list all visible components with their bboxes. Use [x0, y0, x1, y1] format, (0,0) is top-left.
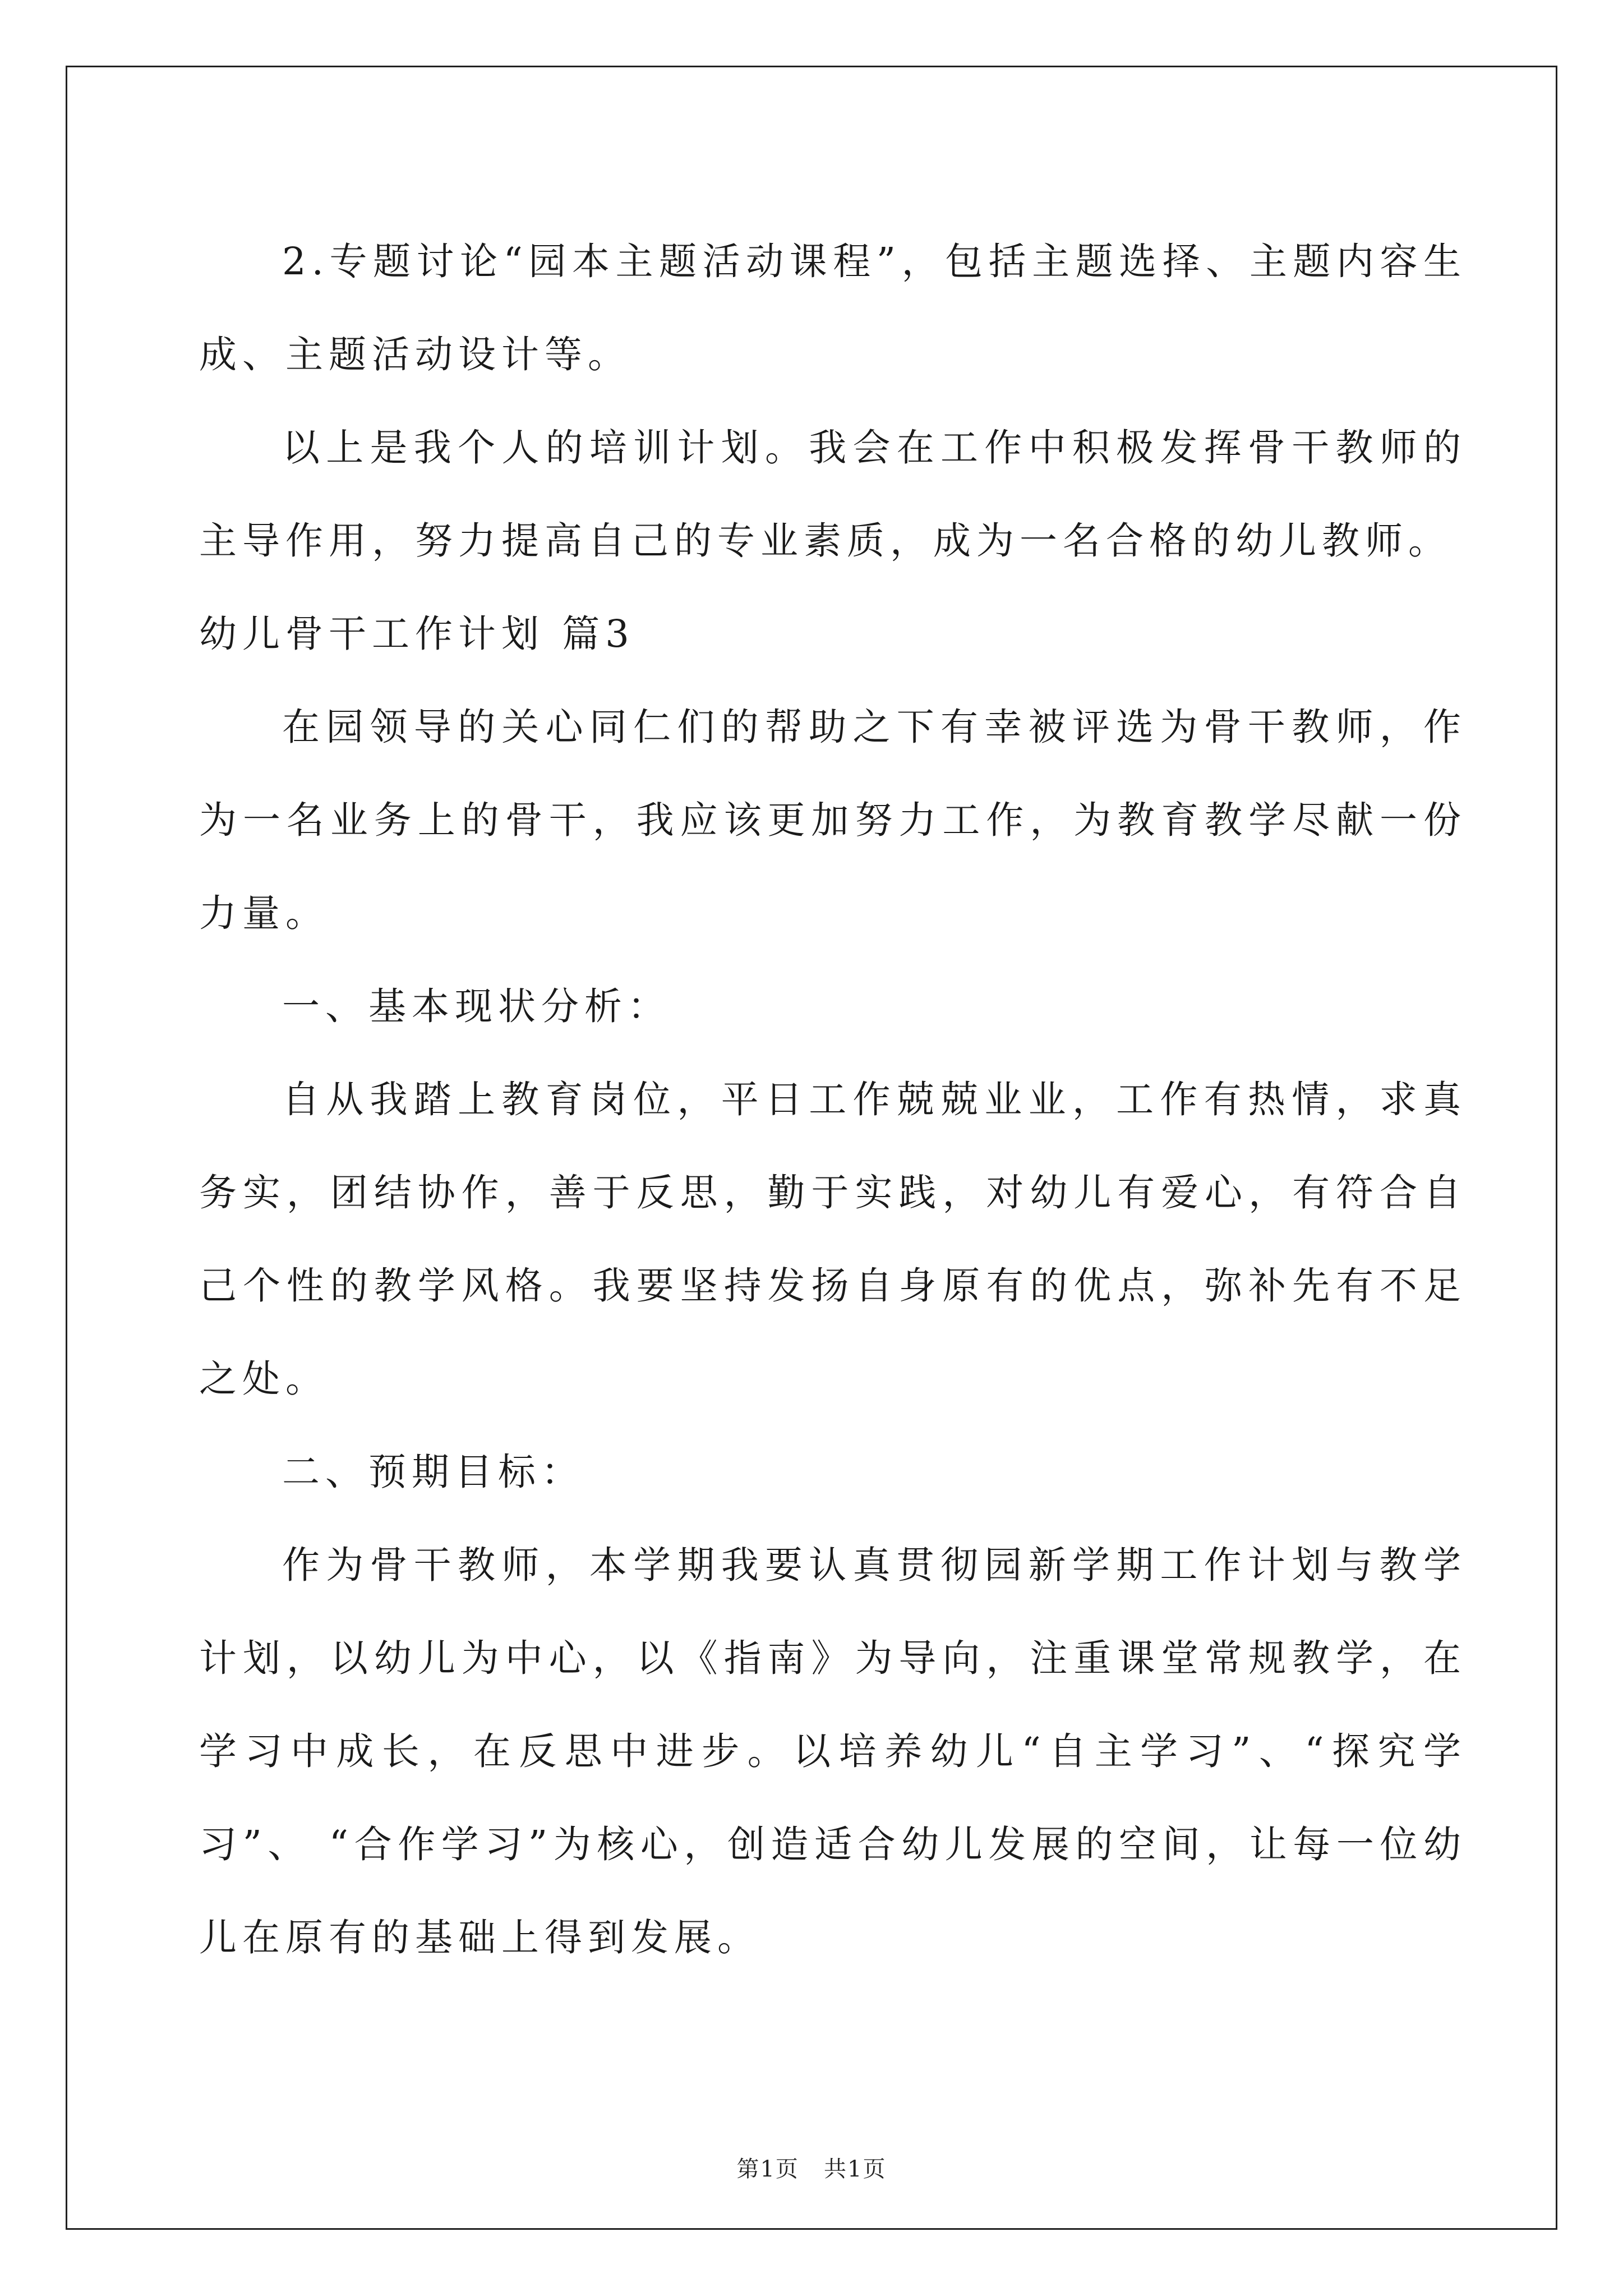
paragraph-training-summary: 以上是我个人的培训计划。我会在工作中积极发挥骨干教师的主导作用，努力提高自己的专业素质，成为一名合格的幼儿教师。	[199, 426, 1467, 563]
subheading-expected-goals: 二、预期目标：	[282, 1450, 584, 1494]
paragraph-current-status: 自从我踏上教育岗位，平日工作兢兢业业，工作有热情，求真务实，团结协作，善于反思，勤于实践，对幼儿有爱心，有符合自己个性的教学风格。我要坚持发扬自身原有的优点，弥补先有不足之处。	[199, 1078, 1467, 1401]
section-heading: 幼儿骨干工作计划 篇3	[199, 612, 635, 656]
paragraph-topic-discussion: 2.专题讨论“园本主题活动课程”，包括主题选择、主题内容生成、主题活动设计等。	[199, 240, 1467, 376]
paragraph-introduction: 在园领导的关心同仁们的帮助之下有幸被评选为骨干教师，作为一名业务上的骨干，我应该更加努力工作，为教育教学尽献一份力量。	[199, 705, 1467, 935]
page-number-footer: 第1页 共1页	[736, 2156, 887, 2182]
paragraph-expected-goals: 作为骨干教师，本学期我要认真贯彻园新学期工作计划与教学计划，以幼儿为中心，以《指南》为导向，注重课堂常规教学，在学习中成长，在反思中进步。以培养幼儿“自主学习”、“探究学习”、 “合作学习”为核心，创造适合幼儿发展的空间，让每一位幼儿在原有的基础上得到发展。	[199, 1543, 1467, 1959]
document-body	[199, 215, 1467, 1984]
subheading-current-status: 一、基本现状分析：	[282, 984, 671, 1028]
